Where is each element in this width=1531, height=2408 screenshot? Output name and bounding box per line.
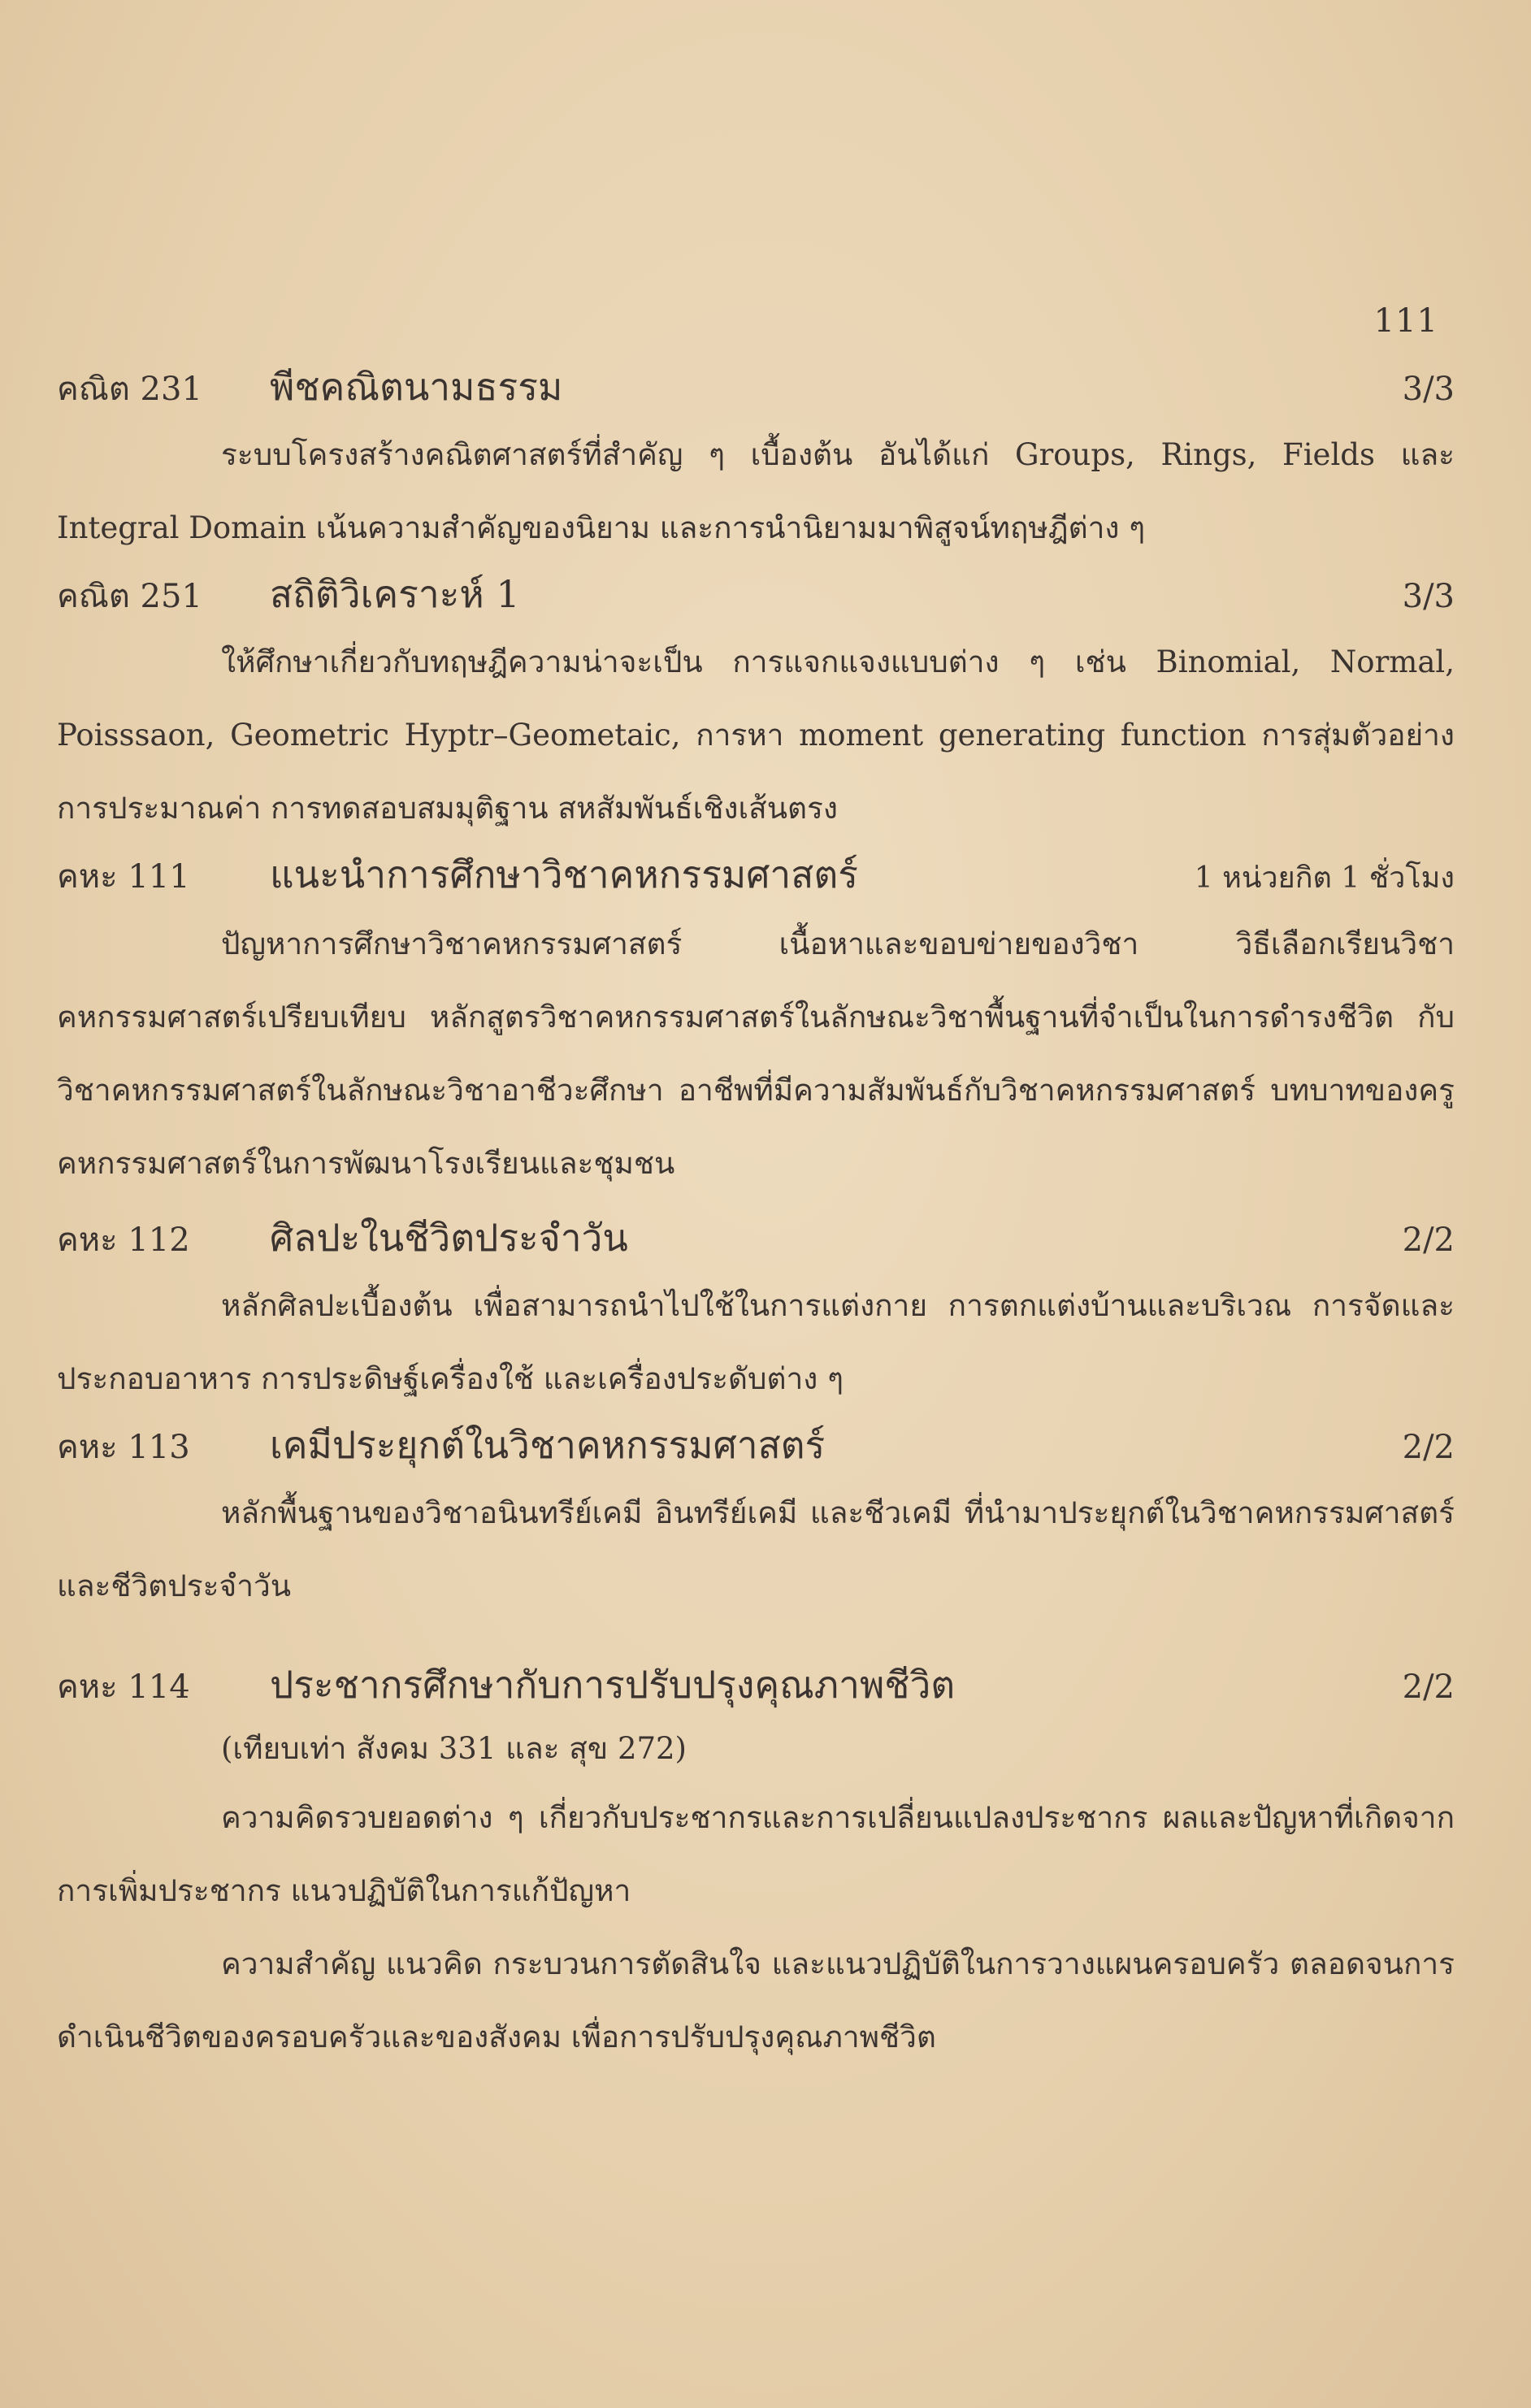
course-credit: 2/2 [1402, 1668, 1455, 1706]
course-description [57, 1477, 1455, 1623]
course-credit: 3/3 [1402, 578, 1455, 615]
course-entry [57, 358, 1455, 565]
course-entry [57, 1655, 1455, 2074]
course-header [57, 845, 1455, 908]
description-paragraph: ระบบโครงสร้างคณิตศาสตร์ที่สำคัญ ๆ เบื้องต้น อันได้แก่ Groups, Rings, Fields และ Integral Domain เน้นความสำคัญของนิยาม และการนำนิยามมาพิสูจน์ทฤษฎีต่าง ๆ [57, 437, 1455, 545]
course-title: สถิติวิเคราะห์ 1 [270, 572, 520, 616]
course-header [57, 1208, 1455, 1269]
course-code: คณิต 231 [57, 371, 202, 408]
course-credit: 1 หน่วยกิต 1 ชั่วโมง [1194, 861, 1455, 895]
course-entry [57, 1208, 1455, 1416]
page-number: 111 [1373, 302, 1438, 340]
course-credit: 2/2 [1402, 1429, 1455, 1466]
course-list [57, 358, 1455, 2074]
course-title: แนะนำการศึกษาวิชาคหกรรมศาสตร์ [270, 853, 858, 896]
course-header [57, 565, 1455, 626]
course-code: คหะ 112 [57, 1221, 190, 1259]
equivalence-note: (เทียบเท่า สังคม 331 และ สุข 272) [221, 1731, 687, 1766]
course-credit: 3/3 [1402, 371, 1455, 408]
course-code: คหะ 114 [57, 1668, 190, 1706]
description-paragraph: ความสำคัญ แนวคิด กระบวนการตัดสินใจ และแนวปฏิบัติในการวางแผนครอบครัว ตลอดจนการดำเนินชีวิตของครอบครัวและของสังคม เพื่อการปรับปรุงคุณภาพชีวิต [57, 1946, 1455, 2054]
course-code: คณิต 251 [57, 578, 202, 615]
course-header [57, 358, 1455, 419]
course-entry [57, 565, 1455, 845]
description-paragraph: ปัญหาการศึกษาวิชาคหกรรมศาสตร์ เนื้อหาและขอบข่ายของวิชา วิธีเลือกเรียนวิชาคหกรรมศาสตร์เปรียบเทียบ หลักสูตรวิชาคหกรรมศาสตร์ในลักษณะวิชาพื้นฐานที่จำเป็นในการดำรงชีวิต กับวิชาคหกรรมศาสตร์ในลักษณะวิชาอาชีวะศึกษา อาชีพที่มีความสัมพันธ์กับวิชาคหกรรมศาสตร์ บทบาทของครูคหกรรมศาสตร์ในการพัฒนาโรงเรียนและชุมชน [57, 926, 1455, 1181]
course-description [57, 1269, 1455, 1416]
course-code: คหะ 113 [57, 1429, 190, 1466]
description-paragraph: ให้ศึกษาเกี่ยวกับทฤษฎีความน่าจะเป็น การแจกแจงแบบต่าง ๆ เช่น Binomial, Normal, Poisssaon, Geometric Hyptr–Geometaic, การหา moment generating function การสุ่มตัวอย่าง การประมาณค่า การทดสอบสมมุติฐาน สหสัมพันธ์เชิงเส้นตรง [57, 644, 1455, 826]
course-credit: 2/2 [1402, 1221, 1455, 1259]
course-title: ประชากรศึกษากับการปรับปรุงคุณภาพชีวิต [270, 1663, 956, 1707]
course-title: เคมีประยุกต์ในวิชาคหกรรมศาสตร์ [270, 1423, 826, 1467]
course-title: พีชคณิตนามธรรม [270, 365, 563, 409]
course-header [57, 1655, 1455, 1716]
description-paragraph: หลักพื้นฐานของวิชาอนินทรีย์เคมี อินทรีย์เคมี และชีวเคมี ที่นำมาประยุกต์ในวิชาคหกรรมศาสตร์และชีวิตประจำวัน [57, 1495, 1455, 1603]
course-description [57, 1781, 1455, 2074]
course-description [57, 908, 1455, 1200]
course-header [57, 1416, 1455, 1477]
description-paragraph: หลักศิลปะเบื้องต้น เพื่อสามารถนำไปใช้ในการแต่งกาย การตกแต่งบ้านและบริเวณ การจัดและประกอบอาหาร การประดิษฐ์เครื่องใช้ และเครื่องประดับต่าง ๆ [57, 1288, 1455, 1396]
course-description [57, 626, 1455, 845]
course-title: ศิลปะในชีวิตประจำวัน [270, 1216, 628, 1260]
course-entry [57, 1416, 1455, 1623]
course-entry [57, 845, 1455, 1200]
description-paragraph: ความคิดรวบยอดต่าง ๆ เกี่ยวกับประชากรและการเปลี่ยนแปลงประชากร ผลและปัญหาที่เกิดจากการเพิ่มประชากร แนวปฏิบัติในการแก้ปัญหา [57, 1800, 1455, 1908]
course-code: คหะ 111 [57, 858, 190, 896]
course-description [57, 419, 1455, 565]
